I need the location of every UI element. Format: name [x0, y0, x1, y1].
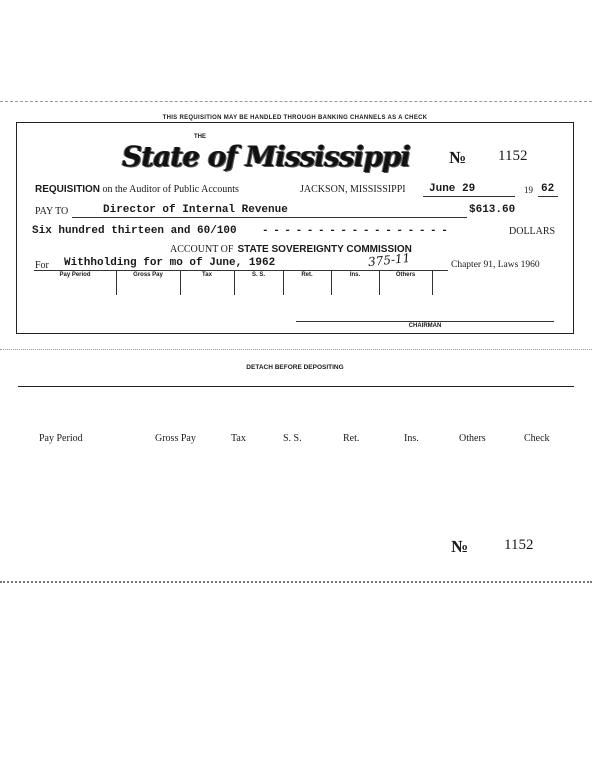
payee: Director of Internal Revenue: [103, 204, 288, 216]
chairman-signature-line: [296, 321, 554, 322]
stub-header: Pay Period: [39, 433, 83, 444]
requisition-label: REQUISITION: [35, 184, 101, 195]
table-header: Gross Pay: [133, 272, 163, 278]
requisition-number: 1152: [498, 148, 528, 164]
for-text: Withholding for mo of June, 1962: [64, 257, 276, 269]
date-year: 62: [541, 183, 555, 195]
stub-header: Ins.: [404, 433, 419, 444]
amount-dots: - - - - - - - - - - - - - - - - -: [262, 225, 447, 237]
table-header: Tax: [202, 272, 212, 278]
table-header: Others: [395, 272, 416, 278]
date-month-day: June 29: [429, 183, 476, 195]
table-header: Ins.: [349, 272, 361, 278]
table-top-rule: [34, 270, 432, 271]
stub-header: Check: [524, 433, 550, 444]
dollars-label: DOLLARS: [509, 226, 556, 237]
table-header: S. S.: [251, 272, 265, 278]
account-name: STATE SOVEREIGNTY COMMISSION: [237, 244, 412, 255]
number-symbol: №: [449, 148, 467, 167]
middle-perforation: [0, 349, 592, 350]
for-label: For: [35, 260, 49, 271]
date-underline: [423, 196, 515, 197]
account-prefix: ACCOUNT OF: [170, 244, 234, 255]
chairman-label: CHAIRMAN: [408, 323, 442, 329]
pay-to-label: PAY TO: [35, 206, 69, 217]
top-perforation: [0, 101, 592, 102]
year-underline: [538, 196, 558, 197]
table-header: Ret.: [301, 272, 313, 278]
table-divider: [432, 270, 433, 295]
seal-the: THE: [194, 134, 206, 140]
stub-header: Gross Pay: [155, 433, 196, 444]
stub-top-rule: [18, 386, 574, 387]
bottom-perforation: [0, 581, 592, 583]
stub-number-symbol: №: [451, 537, 469, 556]
state-seal-logo: [122, 134, 411, 174]
amount: $613.60: [469, 204, 516, 216]
payee-underline: [72, 217, 467, 218]
handwritten-note: 375-11: [367, 250, 411, 270]
seal-name: State of Mississippi: [122, 140, 411, 173]
location: JACKSON, MISSISSIPPI: [300, 184, 406, 195]
table-header: Pay Period: [59, 272, 91, 278]
detach-label: DETACH BEFORE DEPOSITING: [246, 364, 344, 371]
requisition-line: [35, 184, 239, 195]
banking-banner: THIS REQUISITION MAY BE HANDLED THROUGH BANKING CHANNELS AS A CHECK: [162, 115, 428, 121]
stub-header: S. S.: [283, 433, 302, 444]
requisition-text: on the Auditor of Public Accounts: [102, 184, 239, 195]
amount-words: Six hundred thirteen and 60/100: [32, 225, 237, 237]
stub-header: Others: [459, 433, 486, 444]
date-century: 19: [524, 185, 533, 195]
chapter-text: Chapter 91, Laws 1960: [451, 260, 540, 270]
stub-number: 1152: [504, 537, 534, 553]
stub-header: Tax: [231, 433, 246, 444]
deduction-table: [34, 270, 432, 295]
stub-header: Ret.: [343, 433, 360, 444]
